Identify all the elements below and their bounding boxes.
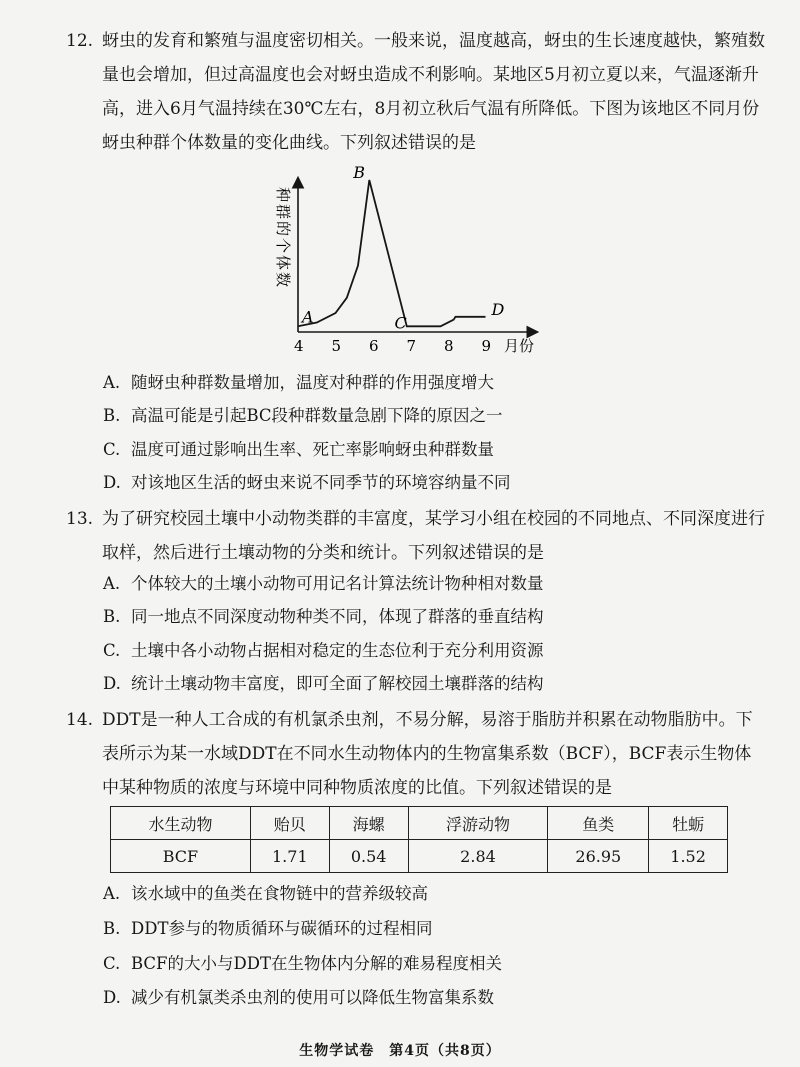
question-stem: DDT是一种人工合成的有机氯杀虫剂，不易分解，易溶于脂肪并积累在动物脂肪中。下表所示为某一水域DDT在不同水生动物体内的生物富集系数（BCF），BCF表示生物体中某种物质的浓度与环境中同种物质浓度的比值。下列叙述错误的是 [102, 710, 753, 798]
option-label: C. [103, 440, 121, 459]
x-tick-label: 4 [294, 337, 304, 355]
table-cell: 牡蛎 [649, 807, 728, 840]
option-text: 高温可能是引起BC段种群数量急剧下降的原因之一 [131, 406, 503, 425]
q13-option-c[interactable] [103, 638, 544, 664]
table-row [111, 840, 728, 873]
question-stem: 蚜虫的发育和繁殖与温度密切相关。一般来说，温度越高，蚜虫的生长速度越快，繁殖数量也会增加，但过高温度也会对蚜虫造成不利影响。某地区5月初立夏以来，气温逐渐升高，进入6月气温持续在30℃左右，8月初立秋后气温有所降低。下图为该地区不同月份蚜虫种群个体数量的变化曲线。下列叙述错误的是 [102, 31, 765, 153]
option-text: 个体较大的土壤小动物可用记名计算法统计物种相对数量 [131, 574, 544, 593]
question-14 [66, 703, 766, 805]
table-cell: 浮游动物 [408, 807, 548, 840]
q14-option-d[interactable] [103, 985, 494, 1011]
q14-option-c[interactable] [103, 951, 502, 977]
x-tick-label: 9 [481, 337, 492, 355]
option-text: 该水域中的鱼类在食物链中的营养级较高 [131, 884, 428, 903]
option-label: D. [103, 988, 121, 1007]
option-label: A. [103, 574, 121, 593]
x-tick-label: 5 [331, 337, 342, 355]
table-cell: 贻贝 [250, 807, 329, 840]
q14-option-b[interactable] [103, 916, 432, 942]
question-number: 12. [66, 31, 94, 51]
table-cell: 2.84 [408, 840, 548, 873]
point-label-a: A [302, 307, 314, 327]
option-text: 减少有机氯类杀虫剂的使用可以降低生物富集系数 [131, 988, 494, 1007]
option-label: A. [103, 884, 121, 903]
point-label-b: B [353, 163, 366, 182]
option-text: 温度可通过影响出生率、死亡率影响蚜虫种群数量 [131, 440, 494, 459]
table-header-row [111, 807, 728, 840]
point-label-d: D [491, 299, 505, 319]
q13-option-d[interactable] [103, 671, 544, 697]
option-label: B. [103, 919, 121, 938]
option-text: 统计土壤动物丰富度，即可全面了解校园土壤群落的结构 [131, 674, 544, 693]
x-tick-label: 8 [444, 337, 454, 355]
option-text: 同一地点不同深度动物种类不同，体现了群落的垂直结构 [131, 607, 544, 626]
bcf-table [110, 806, 728, 873]
q12-option-d[interactable] [103, 470, 511, 496]
q12-option-a[interactable] [103, 370, 494, 396]
option-text: 对该地区生活的蚜虫来说不同季节的环境容纳量不同 [131, 473, 511, 492]
option-label: B. [103, 607, 121, 626]
option-label: A. [103, 373, 121, 392]
x-tick-label: 6 [369, 337, 379, 355]
data-line [298, 180, 486, 326]
q13-option-a[interactable] [103, 571, 544, 597]
y-axis-label: 种群的个体数 [274, 187, 292, 290]
option-label: C. [103, 954, 121, 973]
option-label: C. [103, 641, 121, 660]
x-tick-label: 7 [406, 337, 417, 355]
table-cell: BCF [111, 840, 251, 873]
option-text: BCF的大小与DDT在生物体内分解的难易程度相关 [131, 954, 502, 973]
table-cell: 0.54 [329, 840, 408, 873]
population-curve-chart [260, 163, 560, 360]
q12-option-c[interactable] [103, 437, 494, 463]
table-cell: 26.95 [548, 840, 649, 873]
option-label: B. [103, 406, 121, 425]
question-12 [66, 24, 766, 160]
point-label-c: C [394, 313, 407, 333]
question-stem: 为了研究校园土壤中小动物类群的丰富度，某学习小组在校园的不同地点、不同深度进行取样，然后进行土壤动物的分类和统计。下列叙述错误的是 [102, 509, 765, 563]
x-axis-label: 月份 [504, 337, 535, 355]
question-number: 14. [66, 710, 94, 730]
option-label: D. [103, 674, 121, 693]
option-text: DDT参与的物质循环与碳循环的过程相同 [131, 919, 433, 938]
question-number: 13. [66, 509, 94, 529]
option-label: D. [103, 473, 121, 492]
page-footer: 生物学试卷 第4页（共8页） [299, 1043, 501, 1059]
table-cell: 水生动物 [111, 807, 251, 840]
table-cell: 1.71 [250, 840, 329, 873]
table-cell: 海螺 [329, 807, 408, 840]
option-text: 土壤中各小动物占据相对稳定的生态位利于充分利用资源 [131, 641, 544, 660]
option-text: 随蚜虫种群数量增加，温度对种群的作用强度增大 [131, 373, 494, 392]
table-cell: 1.52 [649, 840, 728, 873]
q14-option-a[interactable] [103, 881, 428, 907]
x-ticks [294, 337, 491, 355]
question-13 [66, 502, 766, 570]
q12-option-b[interactable] [103, 403, 503, 429]
table-cell: 鱼类 [548, 807, 649, 840]
q13-option-b[interactable] [103, 604, 544, 630]
